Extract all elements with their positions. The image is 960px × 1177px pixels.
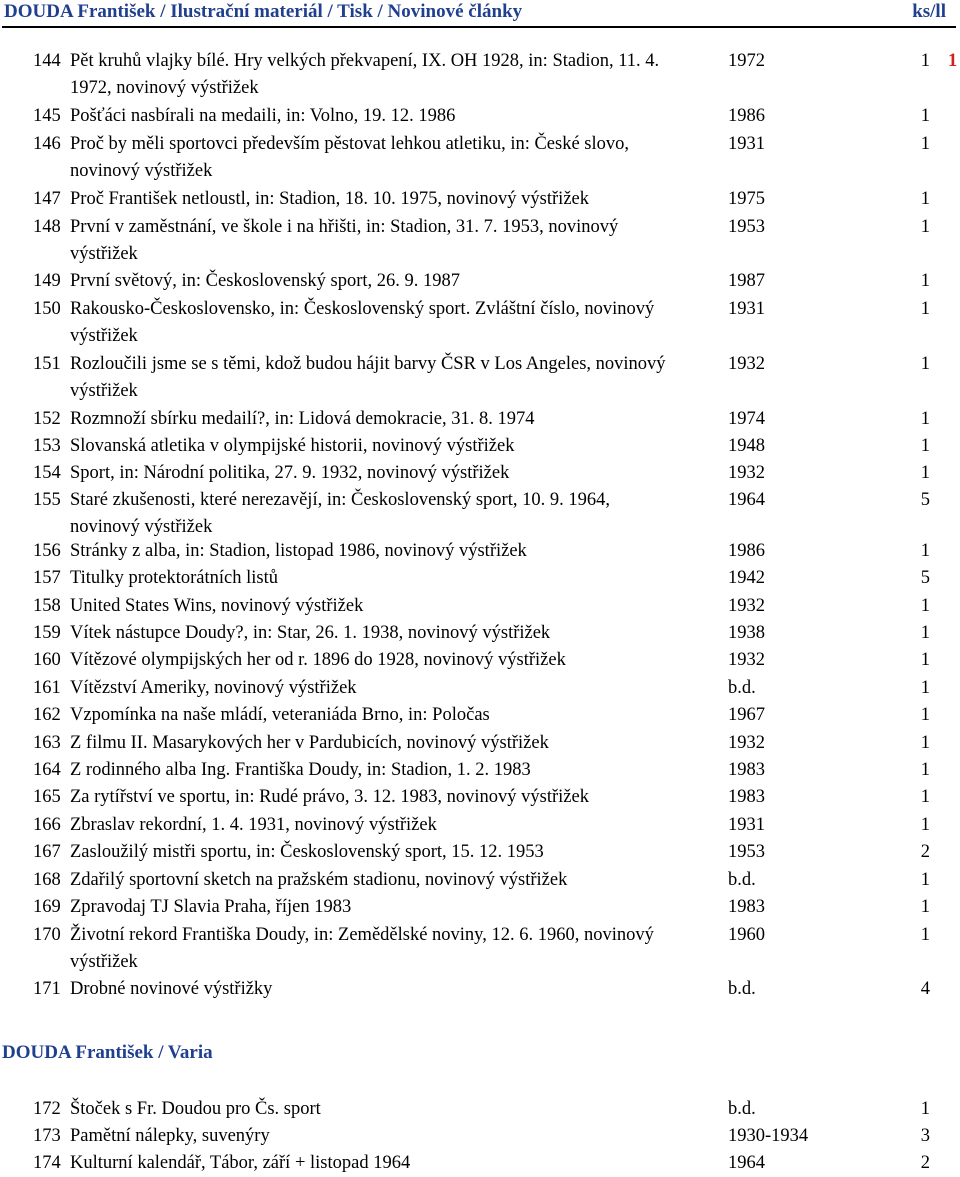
record-year: 1972 [728, 51, 765, 71]
record-count: 1 [920, 897, 930, 917]
record-description-continued: výstřižek [70, 244, 138, 264]
record-count: 5 [920, 568, 930, 588]
record-number: 170 [33, 925, 61, 945]
record-description-continued: výstřižek [70, 952, 138, 972]
record-description: Vzpomínka na naše mládí, veteraniáda Brno, in: Poločas [70, 705, 490, 725]
record-description: Štoček s Fr. Doudou pro Čs. sport [70, 1099, 321, 1119]
record-number: 168 [33, 870, 61, 890]
record-year: 1953 [728, 842, 765, 862]
record-year: 1975 [728, 189, 765, 209]
record-count: 1 [920, 409, 930, 429]
record-description: Pošťáci nasbírali na medaili, in: Volno, 19. 12. 1986 [70, 106, 456, 126]
record-description: Rakousko-Československo, in: Československý sport. Zvláštní číslo, novinový [70, 299, 655, 319]
record-description: Drobné novinové výstřižky [70, 979, 273, 999]
record-count: 1 [920, 787, 930, 807]
record-year: b.d. [728, 1099, 756, 1119]
record-description: Zbraslav rekordní, 1. 4. 1931, novinový výstřižek [70, 815, 437, 835]
record-number: 167 [33, 842, 61, 862]
record-number: 172 [33, 1099, 61, 1119]
record-description-continued: novinový výstřižek [70, 517, 213, 537]
record-count: 1 [920, 925, 930, 945]
record-count: 1 [920, 106, 930, 126]
record-year: 1983 [728, 897, 765, 917]
record-number: 148 [33, 217, 61, 237]
record-number: 164 [33, 760, 61, 780]
record-count: 1 [920, 678, 930, 698]
record-year: 1960 [728, 925, 765, 945]
record-year: 1931 [728, 815, 765, 835]
record-year: 1987 [728, 271, 765, 291]
record-year: 1986 [728, 541, 765, 561]
record-description-continued: výstřižek [70, 381, 138, 401]
record-count: 1 [920, 596, 930, 616]
record-count: 1 [920, 541, 930, 561]
record-number: 146 [33, 134, 61, 154]
record-year: 1964 [728, 490, 765, 510]
record-description: Vítek nástupce Doudy?, in: Star, 26. 1. 1938, novinový výstřižek [70, 623, 551, 643]
record-description: Kulturní kalendář, Tábor, září + listopad 1964 [70, 1153, 411, 1173]
record-number: 162 [33, 705, 61, 725]
record-description: Vítězství Ameriky, novinový výstřižek [70, 678, 357, 698]
record-number: 161 [33, 678, 61, 698]
record-description: Zasloužilý mistři sportu, in: Československý sport, 15. 12. 1953 [70, 842, 544, 862]
record-description: Rozmnoží sbírku medailí?, in: Lidová demokracie, 31. 8. 1974 [70, 409, 535, 429]
record-number: 147 [33, 189, 61, 209]
record-year: 1967 [728, 705, 765, 725]
record-number: 151 [33, 354, 61, 374]
record-count: 3 [920, 1126, 930, 1146]
header-code: ks/ll [912, 1, 946, 22]
record-description: První v zaměstnání, ve škole i na hřišti, in: Stadion, 31. 7. 1953, novinový [70, 217, 619, 237]
record-year: b.d. [728, 678, 756, 698]
record-year: 1953 [728, 217, 765, 237]
record-year: 1932 [728, 354, 765, 374]
record-count: 4 [920, 979, 930, 999]
record-description: Z rodinného alba Ing. Františka Doudy, in: Stadion, 1. 2. 1983 [70, 760, 531, 780]
record-count: 1 [920, 189, 930, 209]
page-header [2, 0, 956, 28]
record-description: Vítězové olympijských her od r. 1896 do 1928, novinový výstřižek [70, 650, 566, 670]
record-description-continued: novinový výstřižek [70, 161, 213, 181]
record-count: 1 [920, 271, 930, 291]
record-count: 2 [920, 842, 930, 862]
record-number: 150 [33, 299, 61, 319]
record-number: 155 [33, 490, 61, 510]
record-count: 2 [920, 1153, 930, 1173]
record-description: Proč František netloustl, in: Stadion, 18. 10. 1975, novinový výstřižek [70, 189, 589, 209]
record-number: 166 [33, 815, 61, 835]
record-count: 1 [920, 623, 930, 643]
record-description: Zdařilý sportovní sketch na pražském stadionu, novinový výstřižek [70, 870, 568, 890]
record-number: 169 [33, 897, 61, 917]
record-description: První světový, in: Československý sport, 26. 9. 1987 [70, 271, 461, 291]
record-number: 153 [33, 436, 61, 456]
record-description: Stránky z alba, in: Stadion, listopad 1986, novinový výstřižek [70, 541, 527, 561]
record-description: Zpravodaj TJ Slavia Praha, říjen 1983 [70, 897, 352, 917]
record-description: Pět kruhů vlajky bílé. Hry velkých překvapení, IX. OH 1928, in: Stadion, 11. 4. [70, 51, 660, 71]
record-description-continued: 1972, novinový výstřižek [70, 78, 259, 98]
record-description: Staré zkušenosti, které nerezavějí, in: Československý sport, 10. 9. 1964, [70, 490, 610, 510]
record-year: 1938 [728, 623, 765, 643]
record-year: 1942 [728, 568, 765, 588]
record-count: 1 [920, 51, 930, 71]
record-number: 144 [33, 51, 61, 71]
record-description: Z filmu II. Masarykových her v Pardubicích, novinový výstřižek [70, 733, 549, 753]
record-count: 1 [920, 815, 930, 835]
record-count: 1 [920, 299, 930, 319]
record-description: United States Wins, novinový výstřižek [70, 596, 364, 616]
record-count: 1 [920, 760, 930, 780]
record-count: 1 [920, 217, 930, 237]
record-number: 171 [33, 979, 61, 999]
record-number: 145 [33, 106, 61, 126]
record-description: Slovanská atletika v olympijské historii, novinový výstřižek [70, 436, 515, 456]
record-count: 1 [920, 134, 930, 154]
record-number: 154 [33, 463, 61, 483]
record-number: 159 [33, 623, 61, 643]
record-number: 156 [33, 541, 61, 561]
record-description: Sport, in: Národní politika, 27. 9. 1932, novinový výstřižek [70, 463, 510, 483]
record-number: 163 [33, 733, 61, 753]
record-description: Titulky protektorátních listů [70, 568, 278, 588]
section-title-varia: DOUDA František / Varia [2, 1042, 213, 1063]
record-description: Za rytířství ve sportu, in: Rudé právo, 3. 12. 1983, novinový výstřižek [70, 787, 589, 807]
record-number: 158 [33, 596, 61, 616]
record-count: 1 [920, 1099, 930, 1119]
record-description: Životní rekord Františka Doudy, in: Zemědělské noviny, 12. 6. 1960, novinový [70, 925, 654, 945]
record-count: 1 [920, 733, 930, 753]
record-count: 1 [920, 354, 930, 374]
record-description-continued: výstřižek [70, 326, 138, 346]
record-year: 1986 [728, 106, 765, 126]
record-number: 157 [33, 568, 61, 588]
record-year: b.d. [728, 979, 756, 999]
header-title: DOUDA František / Ilustrační materiál / Tisk / Novinové články [4, 1, 523, 22]
record-number: 160 [33, 650, 61, 670]
record-year: 1983 [728, 760, 765, 780]
record-number: 149 [33, 271, 61, 291]
record-year: 1948 [728, 436, 765, 456]
record-year: 1964 [728, 1153, 765, 1173]
record-year: 1932 [728, 650, 765, 670]
record-year: b.d. [728, 870, 756, 890]
record-count: 1 [920, 650, 930, 670]
record-count: 1 [920, 463, 930, 483]
record-count: 5 [920, 490, 930, 510]
record-mark: 1 [948, 51, 958, 71]
record-count: 1 [920, 436, 930, 456]
record-year: 1930-1934 [728, 1126, 809, 1146]
record-count: 1 [920, 705, 930, 725]
record-number: 165 [33, 787, 61, 807]
record-description: Proč by měli sportovci především pěstovat lehkou atletiku, in: České slovo, [70, 134, 630, 154]
record-year: 1931 [728, 134, 765, 154]
record-number: 152 [33, 409, 61, 429]
record-year: 1932 [728, 733, 765, 753]
record-description: Rozloučili jsme se s těmi, kdož budou hájit barvy ČSR v Los Angeles, novinový [70, 354, 666, 374]
record-year: 1931 [728, 299, 765, 319]
record-year: 1983 [728, 787, 765, 807]
record-count: 1 [920, 870, 930, 890]
record-number: 173 [33, 1126, 61, 1146]
record-year: 1932 [728, 463, 765, 483]
record-number: 174 [33, 1153, 61, 1173]
record-year: 1974 [728, 409, 765, 429]
record-year: 1932 [728, 596, 765, 616]
record-description: Pamětní nálepky, suvenýry [70, 1126, 270, 1146]
